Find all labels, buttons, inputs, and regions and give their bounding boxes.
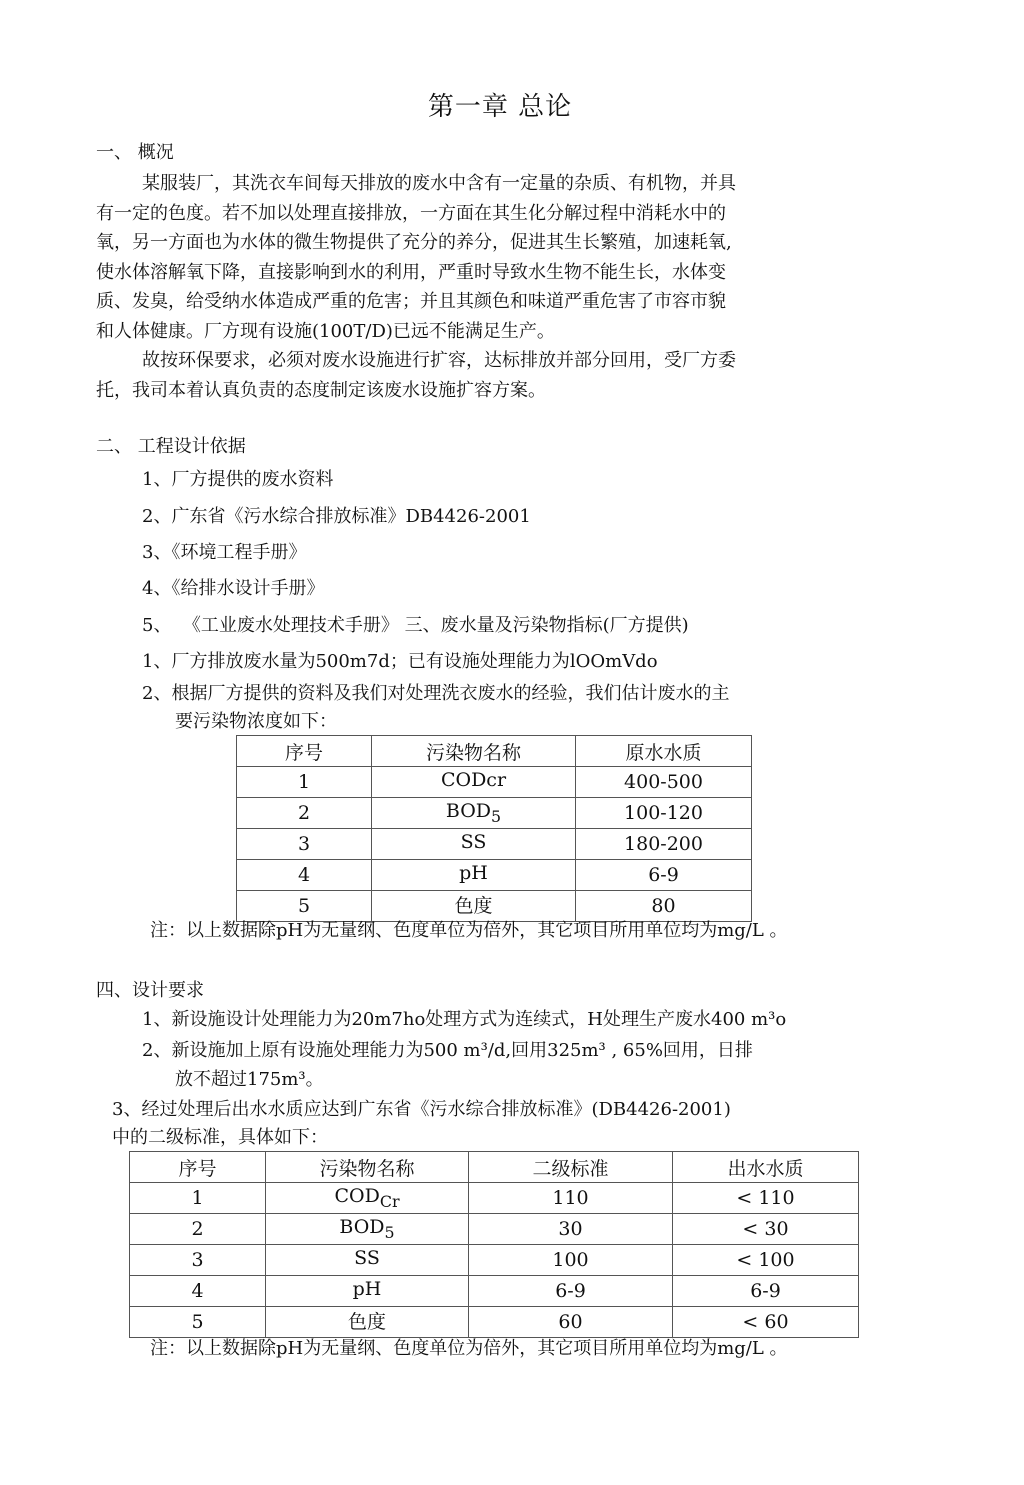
header-cell: 原水水质 [576,736,752,767]
paragraph-line: 故按环保要求，必须对废水设施进行扩容，达标排放并部分回用，受厂方委 [142,350,736,371]
table-2-note: 注：以上数据除pH为无量纲、色度单位为倍外，其它项目所用单位均为mg/L 。 [150,1338,788,1359]
table-row [130,1276,859,1307]
paragraph-line: 氧，另一方面也为水体的微生物提供了充分的养分，促进其生长繁殖，加速耗氧, [96,232,732,253]
standard-value: 60 [469,1307,673,1338]
row-number: 5 [130,1307,266,1338]
paragraph-line: 某服装厂，其洗衣车间每天排放的废水中含有一定量的杂质、有机物，并具 [142,173,736,194]
header-cell: 污染物名称 [266,1152,469,1183]
section-1-paragraph-1 [96,169,796,346]
table-row [237,767,752,798]
effluent-value: 6-9 [673,1276,859,1307]
pollutant-name: $COD_{Cr}$ [266,1183,469,1214]
basis-item-5: 5、 《工业废水处理技术手册》 三、废水量及污染物指标(厂方提供) [142,615,689,636]
raw-water-quality-table [236,735,752,922]
effluent-value: < 100 [673,1245,859,1276]
requirement-item-3-line-1: 3、经过处理后出水水质应达到广东省《污水综合排放标准》(DB4426-2001) [112,1099,731,1120]
paragraph-line: 和人体健康。厂方现有设施(100T/D)已远不能满足生产。 [96,320,555,342]
section-1-heading: 一、 概况 [96,142,174,163]
row-number: 5 [237,891,372,922]
requirement-item-1: 1、新设施设计处理能力为20m7ho处理方式为连续式，H处理生产废水400 m³o [142,1009,787,1030]
raw-value: 100-120 [576,798,752,829]
basis-item-4: 4、《给排水设计手册》 [142,578,325,599]
effluent-standard-table [129,1151,859,1338]
header-cell: 序号 [237,736,372,767]
paragraph-line: 使水体溶解氧下降，直接影响到水的利用，严重时导致水生物不能生长，水体变 [96,261,726,283]
standard-value: 30 [469,1214,673,1245]
raw-value: 80 [576,891,752,922]
effluent-value: < 110 [673,1183,859,1214]
table-row [130,1183,859,1214]
pollutant-name: $BOD_5$ [266,1214,469,1245]
table-1-note: 注：以上数据除pH为无量纲、色度单位为倍外，其它项目所用单位均为mg/L 。 [150,920,788,941]
table-row [237,860,752,891]
header-cell: 出水水质 [673,1152,859,1183]
table-header-row [130,1152,859,1183]
pollutant-name: pH [372,860,576,891]
raw-value: 400-500 [576,767,752,798]
row-number: 4 [130,1276,266,1307]
row-number: 1 [130,1183,266,1214]
requirement-item-2-line-2: 放不超过175m³。 [175,1069,324,1090]
basis-item-2: 2、广东省《污水综合排放标准》DB4426-2001 [142,506,531,527]
table-row [237,829,752,860]
page-title: 第一章 总论 [427,92,573,122]
table-row [130,1307,859,1338]
table-row [130,1214,859,1245]
table-row [130,1245,859,1276]
standard-value: 100 [469,1245,673,1276]
section-4-heading: 四、设计要求 [96,980,204,1001]
raw-value: 180-200 [576,829,752,860]
pollutant-name: 色度 [266,1307,469,1338]
table-row [237,891,752,922]
concentration-item-line-1: 2、根据厂方提供的资料及我们对处理洗衣废水的经验，我们估计废水的主 [142,683,730,704]
pollutant-name: $BOD_5$ [372,798,576,829]
row-number: 3 [130,1245,266,1276]
table-row [237,798,752,829]
header-cell: 序号 [130,1152,266,1183]
row-number: 4 [237,860,372,891]
table-header-row [237,736,752,767]
section-2-heading: 二、 工程设计依据 [96,436,246,457]
effluent-value: < 60 [673,1307,859,1338]
pollutant-name: SS [372,829,576,860]
requirement-item-2-line-1: 2、新设施加上原有设施处理能力为500 m³/d,回用325m³ , 65%回用，日排 [142,1040,753,1061]
row-number: 3 [237,829,372,860]
wastewater-volume-item: 1、厂方排放废水量为500m7d；已有设施处理能力为lOOmVdo [142,651,658,672]
concentration-item-line-2: 要污染物浓度如下： [175,711,337,732]
row-number: 1 [237,767,372,798]
header-cell: 污染物名称 [372,736,576,767]
standard-value: 6-9 [469,1276,673,1307]
standard-value: 110 [469,1183,673,1214]
paragraph-line: 托，我司本着认真负责的态度制定该废水设施扩容方案。 [96,379,546,401]
section-1-paragraph-2 [96,346,796,405]
basis-item-1: 1、厂方提供的废水资料 [142,469,334,490]
paragraph-line: 质、发臭，给受纳水体造成严重的危害；并且其颜色和味道严重危害了市容市貌 [96,291,726,312]
requirement-item-3-line-2: 中的二级标准，具体如下： [112,1127,328,1148]
basis-item-3: 3、《环境工程手册》 [142,542,307,563]
pollutant-name: SS [266,1245,469,1276]
paragraph-line: 有一定的色度。若不加以处理直接排放，一方面在其生化分解过程中消耗水中的 [96,202,726,224]
header-cell: 二级标准 [469,1152,673,1183]
pollutant-name: CODcr [372,767,576,798]
row-number: 2 [130,1214,266,1245]
pollutant-name: pH [266,1276,469,1307]
row-number: 2 [237,798,372,829]
effluent-value: < 30 [673,1214,859,1245]
pollutant-name: 色度 [372,891,576,922]
raw-value: 6-9 [576,860,752,891]
